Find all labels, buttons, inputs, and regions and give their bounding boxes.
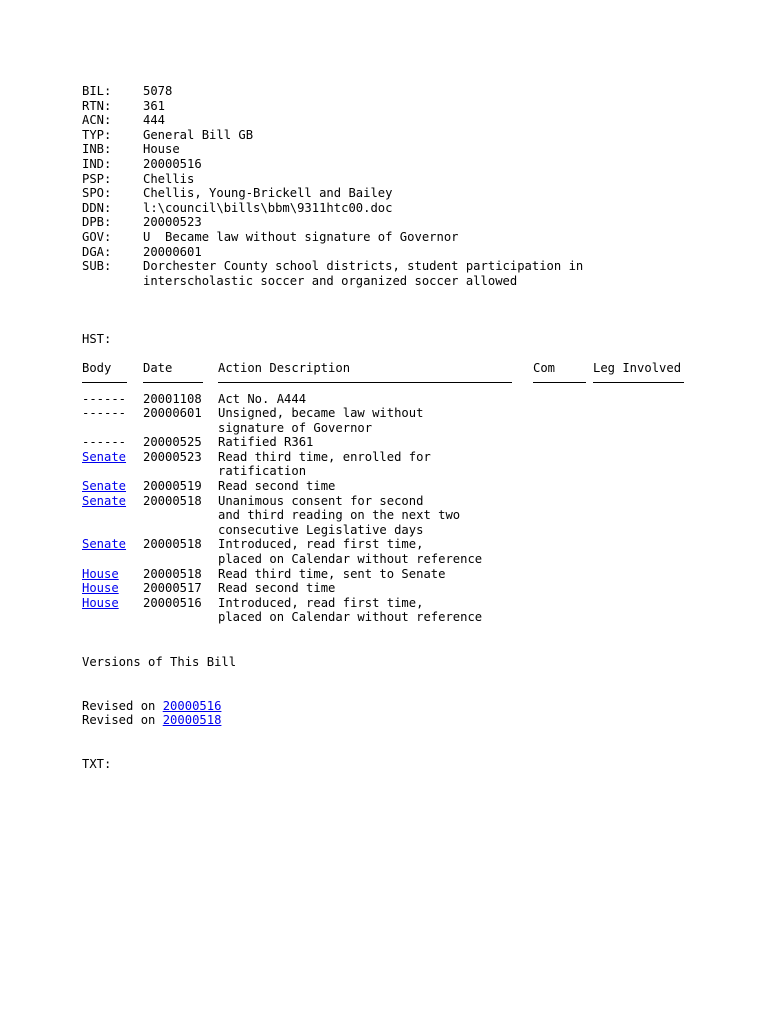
history-body-cell: ------ — [82, 435, 127, 450]
history-action-cell: Introduced, read first time, placed on Calendar without reference — [218, 595, 483, 625]
body-link-senate[interactable]: Senate — [82, 493, 127, 508]
field-value: 20000601 — [143, 244, 202, 259]
field-row-rtn — [82, 99, 722, 114]
field-row-gov — [82, 230, 722, 245]
history-row — [82, 406, 722, 435]
field-row-dga — [82, 245, 722, 260]
history-action-cell: Introduced, read first time, placed on Calendar without reference — [218, 537, 483, 567]
versions-title: Versions of This Bill — [82, 655, 237, 669]
field-value: U Became law without signature of Governor — [143, 229, 459, 244]
field-key: RTN: — [82, 98, 112, 113]
field-key: BIL: — [82, 84, 112, 98]
field-key: TYP: — [82, 127, 112, 142]
version-row — [82, 699, 722, 714]
field-row-inb — [82, 142, 722, 157]
version-prefix: Revised on — [82, 713, 163, 728]
field-key: SUB: — [82, 259, 112, 274]
field-row-dpb — [82, 215, 722, 230]
history-date-cell: 20000525 — [143, 435, 202, 450]
field-row-bil — [82, 84, 722, 99]
field-row-psp — [82, 172, 722, 187]
history-table-header — [82, 361, 722, 376]
history-date-cell: 20000517 — [143, 581, 202, 596]
field-key: INB: — [82, 142, 112, 157]
history-date-cell: 20000518 — [143, 537, 202, 552]
field-value: 20000516 — [143, 156, 202, 171]
history-row — [82, 435, 722, 450]
bill-document — [82, 84, 722, 771]
field-row-typ — [82, 128, 722, 143]
history-date-cell: 20000523 — [143, 449, 202, 464]
history-body-cell — [82, 479, 143, 494]
field-row-sub — [82, 259, 722, 288]
hst-label: HST: — [82, 332, 112, 347]
history-body-cell — [82, 450, 143, 479]
history-date-cell: 20000518 — [143, 493, 202, 508]
history-row — [82, 392, 722, 407]
history-body-cell — [82, 596, 143, 625]
header-underlines — [82, 382, 722, 392]
history-action-cell: Read third time, sent to Senate — [218, 566, 446, 581]
history-action-cell: Read third time, enrolled for ratification — [218, 449, 431, 479]
header-underline — [143, 382, 203, 383]
field-key: DPB: — [82, 215, 112, 230]
body-link-senate[interactable]: Senate — [82, 449, 127, 464]
field-value: Chellis — [143, 171, 195, 186]
body-link-senate[interactable]: Senate — [82, 479, 127, 494]
history-action-cell: Read second time — [218, 581, 336, 596]
field-value: 444 — [143, 113, 166, 128]
header-underline — [218, 382, 512, 383]
field-key: IND: — [82, 156, 112, 171]
history-row — [82, 596, 722, 625]
field-row-ind — [82, 157, 722, 172]
column-header-com: Com — [533, 360, 556, 375]
field-key: DGA: — [82, 244, 112, 259]
history-table-body — [82, 392, 722, 626]
body-link-house[interactable]: House — [82, 566, 119, 581]
field-row-spo — [82, 186, 722, 201]
versions-list — [82, 699, 722, 728]
body-link-house[interactable]: House — [82, 581, 119, 596]
field-value: 5078 — [143, 84, 173, 98]
field-value: Chellis, Young-Brickell and Bailey — [143, 186, 393, 201]
version-row — [82, 713, 722, 728]
history-date-cell: 20000519 — [143, 479, 202, 494]
txt-label: TXT: — [82, 756, 112, 771]
header-underline — [82, 382, 127, 383]
field-value: 361 — [143, 98, 166, 113]
history-action-cell: Unsigned, became law without signature of Governor — [218, 406, 424, 435]
column-header-leg: Leg Involved — [593, 360, 682, 375]
header-underline — [593, 382, 684, 383]
history-body-cell: ------ — [82, 391, 127, 406]
history-action-cell: Unanimous consent for second and third reading on the next two consecutive Legislative days — [218, 493, 461, 537]
column-header-body: Body — [82, 360, 112, 375]
history-date-cell: 20000516 — [143, 595, 202, 610]
version-date-link[interactable]: 20000516 — [162, 698, 222, 713]
history-date-cell: 20001108 — [143, 391, 202, 406]
history-body-cell — [82, 494, 143, 538]
field-value: House — [143, 142, 180, 157]
history-row — [82, 450, 722, 479]
history-row — [82, 567, 722, 582]
version-prefix: Revised on — [82, 698, 163, 713]
body-link-house[interactable]: House — [82, 595, 119, 610]
field-key: PSP: — [82, 171, 112, 186]
history-body-cell — [82, 567, 143, 582]
field-value: l:\council\bills\bbm\9311htc00.doc — [143, 200, 393, 215]
version-date-link[interactable]: 20000518 — [162, 713, 222, 728]
history-row — [82, 479, 722, 494]
field-row-acn — [82, 113, 722, 128]
history-date-cell: 20000518 — [143, 566, 202, 581]
history-row — [82, 581, 722, 596]
history-action-cell: Act No. A444 — [218, 391, 307, 406]
history-date-cell: 20000601 — [143, 406, 202, 421]
history-action-cell: Ratified R361 — [218, 435, 314, 450]
history-body-cell — [82, 537, 143, 566]
body-link-senate[interactable]: Senate — [82, 537, 127, 552]
history-row — [82, 494, 722, 538]
field-key: DDN: — [82, 200, 112, 215]
field-key: GOV: — [82, 229, 112, 244]
history-action-cell: Read second time — [218, 479, 336, 494]
column-header-date: Date — [143, 360, 173, 375]
field-row-ddn — [82, 201, 722, 216]
bill-field-list — [82, 84, 722, 288]
header-underline — [533, 382, 586, 383]
column-header-action: Action Description — [218, 360, 351, 375]
field-value: Dorchester County school districts, student participation in interscholastic soccer and organized soccer allowed — [143, 259, 584, 288]
history-row — [82, 537, 722, 566]
history-body-cell: ------ — [82, 406, 127, 421]
history-body-cell — [82, 581, 143, 596]
field-value: 20000523 — [143, 215, 202, 230]
field-key: SPO: — [82, 186, 112, 201]
field-key: ACN: — [82, 113, 112, 128]
field-value: General Bill GB — [143, 127, 254, 142]
